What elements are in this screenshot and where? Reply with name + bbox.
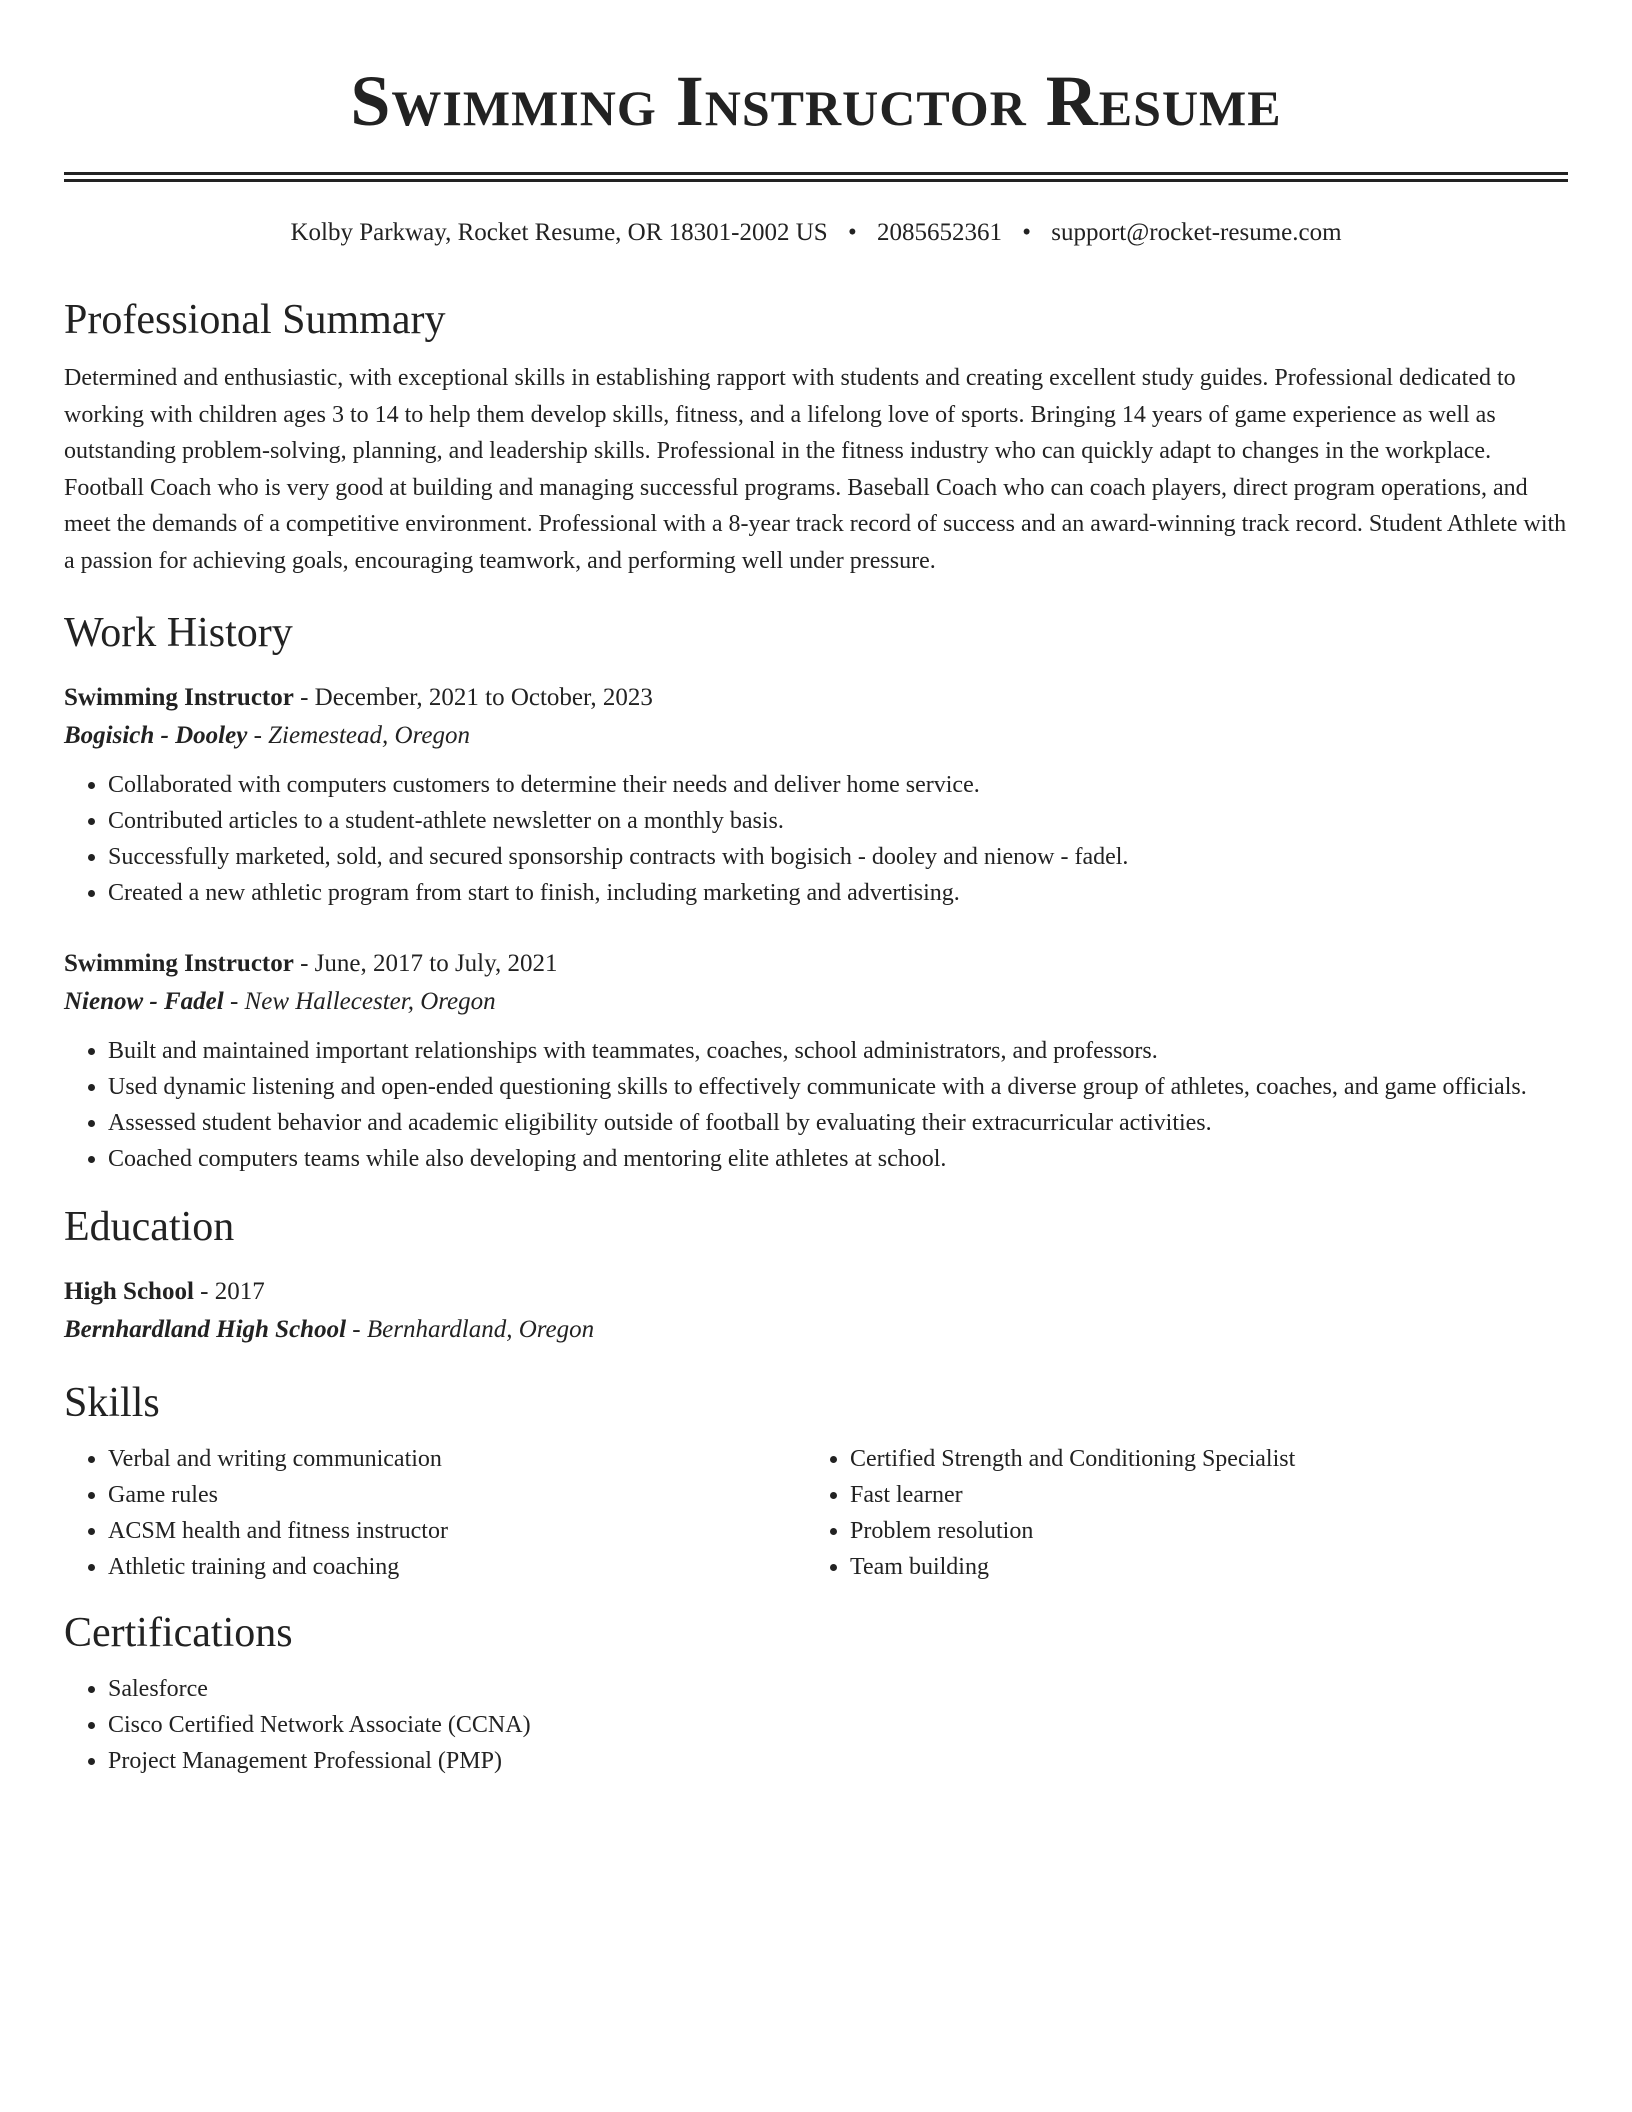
job-bullet: • Contributed articles to a student-athlete newsletter on a monthly basis. xyxy=(108,803,1568,839)
certification-item: • Cisco Certified Network Associate (CCNA) xyxy=(108,1707,1568,1743)
job-location: - Ziemestead, Oregon xyxy=(247,722,470,749)
job-company-line xyxy=(64,983,1568,1021)
education-heading: Education xyxy=(64,1204,235,1250)
education-degree-line xyxy=(64,1273,1568,1311)
job-bullets xyxy=(64,1033,1568,1177)
skills-grid xyxy=(64,1441,1568,1585)
certifications-list xyxy=(64,1671,1568,1779)
education-entry xyxy=(64,1273,1568,1349)
skill-item: • ACSM health and fitness instructor xyxy=(108,1513,806,1549)
job-title: Swimming Instructor xyxy=(64,950,294,977)
summary-heading: Professional Summary xyxy=(64,297,446,343)
skills-heading: Skills xyxy=(64,1380,160,1426)
skill-item: • Athletic training and coaching xyxy=(108,1549,806,1585)
job-company: Bogisich - Dooley xyxy=(64,722,248,749)
work-history-heading: Work History xyxy=(64,610,293,656)
education-school: Bernhardland High School xyxy=(64,1316,347,1343)
contact-separator: • xyxy=(847,219,857,246)
skill-item: • Verbal and writing communication xyxy=(108,1441,806,1477)
education-location: - Bernhardland, Oregon xyxy=(346,1316,595,1343)
job-title-line xyxy=(64,945,1568,983)
certification-item: • Salesforce xyxy=(108,1671,1568,1707)
certification-item: • Project Management Professional (PMP) xyxy=(108,1743,1568,1779)
education-degree: High School xyxy=(64,1278,194,1305)
job-bullet: • Collaborated with computers customers to determine their needs and deliver home service. xyxy=(108,767,1568,803)
contact-separator: • xyxy=(1022,219,1031,246)
job-entry xyxy=(64,945,1568,1177)
job-company-line xyxy=(64,717,1568,755)
skill-item: • Team building xyxy=(850,1549,1548,1585)
contact-line xyxy=(64,216,1568,250)
job-bullet: • Built and maintained important relationships with teammates, coaches, school administrators, and professors. xyxy=(108,1033,1568,1069)
job-title-line xyxy=(64,679,1568,717)
skill-item: • Problem resolution xyxy=(850,1513,1548,1549)
job-bullet: • Created a new athletic program from start to finish, including marketing and advertising. xyxy=(108,875,1568,911)
contact-address: Kolby Parkway, Rocket Resume, OR 18301-2002 US xyxy=(290,219,828,246)
job-location: - New Hallecester, Oregon xyxy=(223,988,496,1015)
skills-right-column xyxy=(806,1441,1548,1585)
job-bullet: • Coached computers teams while also developing and mentoring elite athletes at school. xyxy=(108,1141,1568,1177)
resume-title: Swimming Instructor Resume xyxy=(350,61,1282,141)
job-bullet: • Assessed student behavior and academic eligibility outside of football by evaluating their extracurricular activities. xyxy=(108,1105,1568,1141)
summary-text: Determined and enthusiastic, with exceptional skills in establishing rapport with students and creating excellent study guides. Professional dedicated to working with children ages 3 to 14 to help them develop skills, fitness, and a lifelong love of sports. Bringing 14 years of game experience as well as outstanding problem-solving, planning, and leadership skills. Professional in the fitness industry who can quickly adapt to changes in the workplace. Football Coach who is very good at building and managing successful programs. Baseball Coach who can coach players, direct program operations, and meet the demands of a competitive environment. Professional with a 8-year track record of success and an award-winning track record. Student Athlete with a passion for achieving goals, encouraging teamwork, and performing well under pressure. xyxy=(64,365,1567,574)
skill-item: • Fast learner xyxy=(850,1477,1548,1513)
education-school-line xyxy=(64,1311,1568,1349)
job-dates: - December, 2021 to October, 2023 xyxy=(293,684,653,711)
job-bullets xyxy=(64,767,1568,911)
skill-item: • Game rules xyxy=(108,1477,806,1513)
skill-item: • Certified Strength and Conditioning Specialist xyxy=(850,1441,1548,1477)
job-bullet: • Used dynamic listening and open-ended questioning skills to effectively communicate with a diverse group of athletes, coaches, and game officials. xyxy=(108,1069,1568,1105)
education-year: - 2017 xyxy=(193,1278,265,1305)
job-company: Nienow - Fadel xyxy=(64,988,224,1015)
contact-phone: 2085652361 xyxy=(876,219,1002,246)
job-title: Swimming Instructor xyxy=(64,684,294,711)
job-bullet: • Successfully marketed, sold, and secured sponsorship contracts with bogisich - dooley and nienow - fadel. xyxy=(108,839,1568,875)
skills-left-column xyxy=(64,1441,806,1585)
certifications-heading: Certifications xyxy=(64,1610,293,1656)
contact-email: support@rocket-resume.com xyxy=(1051,219,1342,246)
title-double-rule xyxy=(64,172,1568,182)
job-entry xyxy=(64,679,1568,911)
job-dates: - June, 2017 to July, 2021 xyxy=(293,950,558,977)
